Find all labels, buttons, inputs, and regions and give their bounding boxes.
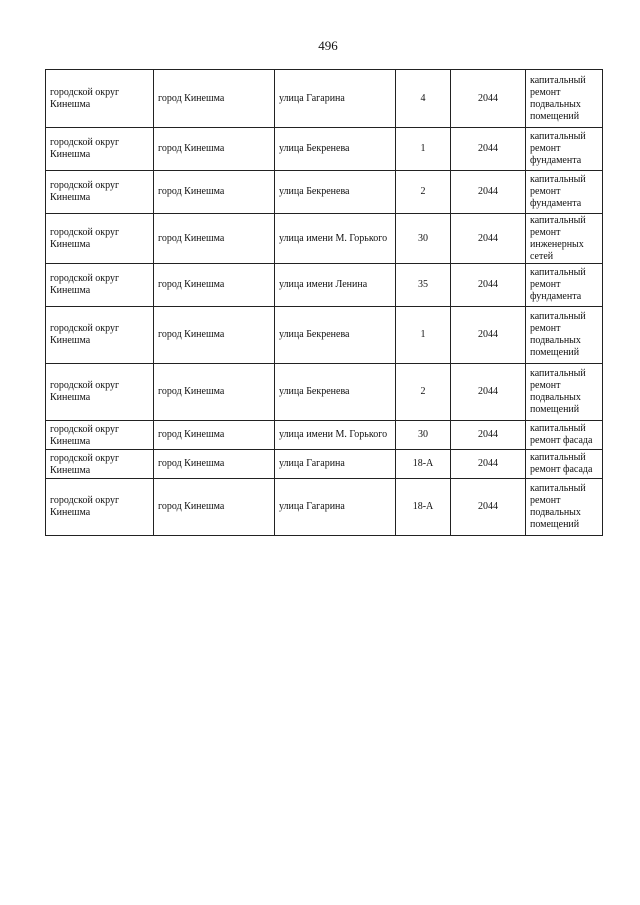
- house-number-cell: 30: [396, 214, 451, 264]
- work-type-cell: капитальный ремонт подвальных помещений: [526, 70, 603, 128]
- work-type-cell: капитальный ремонт подвальных помещений: [526, 479, 603, 536]
- municipality-cell: городской округ Кинешма: [46, 264, 154, 307]
- house-number-cell: 1: [396, 307, 451, 364]
- settlement-cell: город Кинешма: [154, 128, 275, 171]
- house-number-cell: 18-А: [396, 479, 451, 536]
- street-cell: улица имени М. Горького: [275, 214, 396, 264]
- settlement-cell: город Кинешма: [154, 364, 275, 421]
- table-row: [46, 450, 603, 479]
- work-type-cell: капитальный ремонт подвальных помещений: [526, 307, 603, 364]
- work-type-cell: капитальный ремонт фундамента: [526, 264, 603, 307]
- street-cell: улица имени М. Горького: [275, 421, 396, 450]
- municipality-cell: городской округ Кинешма: [46, 364, 154, 421]
- municipality-cell: городской округ Кинешма: [46, 421, 154, 450]
- year-cell: 2044: [451, 70, 526, 128]
- work-type-cell: капитальный ремонт инженерных сетей: [526, 214, 603, 264]
- table-row: [46, 171, 603, 214]
- table-row: [46, 479, 603, 536]
- year-cell: 2044: [451, 128, 526, 171]
- work-type-cell: капитальный ремонт фундамента: [526, 128, 603, 171]
- settlement-cell: город Кинешма: [154, 479, 275, 536]
- year-cell: 2044: [451, 307, 526, 364]
- work-type-cell: капитальный ремонт фасада: [526, 421, 603, 450]
- settlement-cell: город Кинешма: [154, 450, 275, 479]
- table-row: [46, 70, 603, 128]
- municipality-cell: городской округ Кинешма: [46, 450, 154, 479]
- street-cell: улица Гагарина: [275, 450, 396, 479]
- table-body: [46, 70, 603, 536]
- house-number-cell: 2: [396, 364, 451, 421]
- year-cell: 2044: [451, 479, 526, 536]
- house-number-cell: 4: [396, 70, 451, 128]
- settlement-cell: город Кинешма: [154, 264, 275, 307]
- work-type-cell: капитальный ремонт подвальных помещений: [526, 364, 603, 421]
- municipality-cell: городской округ Кинешма: [46, 479, 154, 536]
- year-cell: 2044: [451, 421, 526, 450]
- street-cell: улица Бекренева: [275, 128, 396, 171]
- street-cell: улица Бекренева: [275, 364, 396, 421]
- settlement-cell: город Кинешма: [154, 70, 275, 128]
- settlement-cell: город Кинешма: [154, 171, 275, 214]
- house-number-cell: 1: [396, 128, 451, 171]
- repair-schedule-table: [45, 69, 603, 536]
- settlement-cell: город Кинешма: [154, 214, 275, 264]
- table-row: [46, 214, 603, 264]
- year-cell: 2044: [451, 171, 526, 214]
- street-cell: улица имени Ленина: [275, 264, 396, 307]
- table-row: [46, 364, 603, 421]
- house-number-cell: 2: [396, 171, 451, 214]
- street-cell: улица Гагарина: [275, 70, 396, 128]
- municipality-cell: городской округ Кинешма: [46, 214, 154, 264]
- street-cell: улица Бекренева: [275, 171, 396, 214]
- year-cell: 2044: [451, 214, 526, 264]
- municipality-cell: городской округ Кинешма: [46, 128, 154, 171]
- house-number-cell: 30: [396, 421, 451, 450]
- settlement-cell: город Кинешма: [154, 421, 275, 450]
- settlement-cell: город Кинешма: [154, 307, 275, 364]
- table-row: [46, 264, 603, 307]
- year-cell: 2044: [451, 264, 526, 307]
- street-cell: улица Бекренева: [275, 307, 396, 364]
- table-row: [46, 421, 603, 450]
- page-number: 496: [318, 38, 338, 53]
- work-type-cell: капитальный ремонт фасада: [526, 450, 603, 479]
- municipality-cell: городской округ Кинешма: [46, 307, 154, 364]
- house-number-cell: 18-А: [396, 450, 451, 479]
- municipality-cell: городской округ Кинешма: [46, 70, 154, 128]
- municipality-cell: городской округ Кинешма: [46, 171, 154, 214]
- table-row: [46, 128, 603, 171]
- year-cell: 2044: [451, 450, 526, 479]
- house-number-cell: 35: [396, 264, 451, 307]
- year-cell: 2044: [451, 364, 526, 421]
- street-cell: улица Гагарина: [275, 479, 396, 536]
- table-row: [46, 307, 603, 364]
- work-type-cell: капитальный ремонт фундамента: [526, 171, 603, 214]
